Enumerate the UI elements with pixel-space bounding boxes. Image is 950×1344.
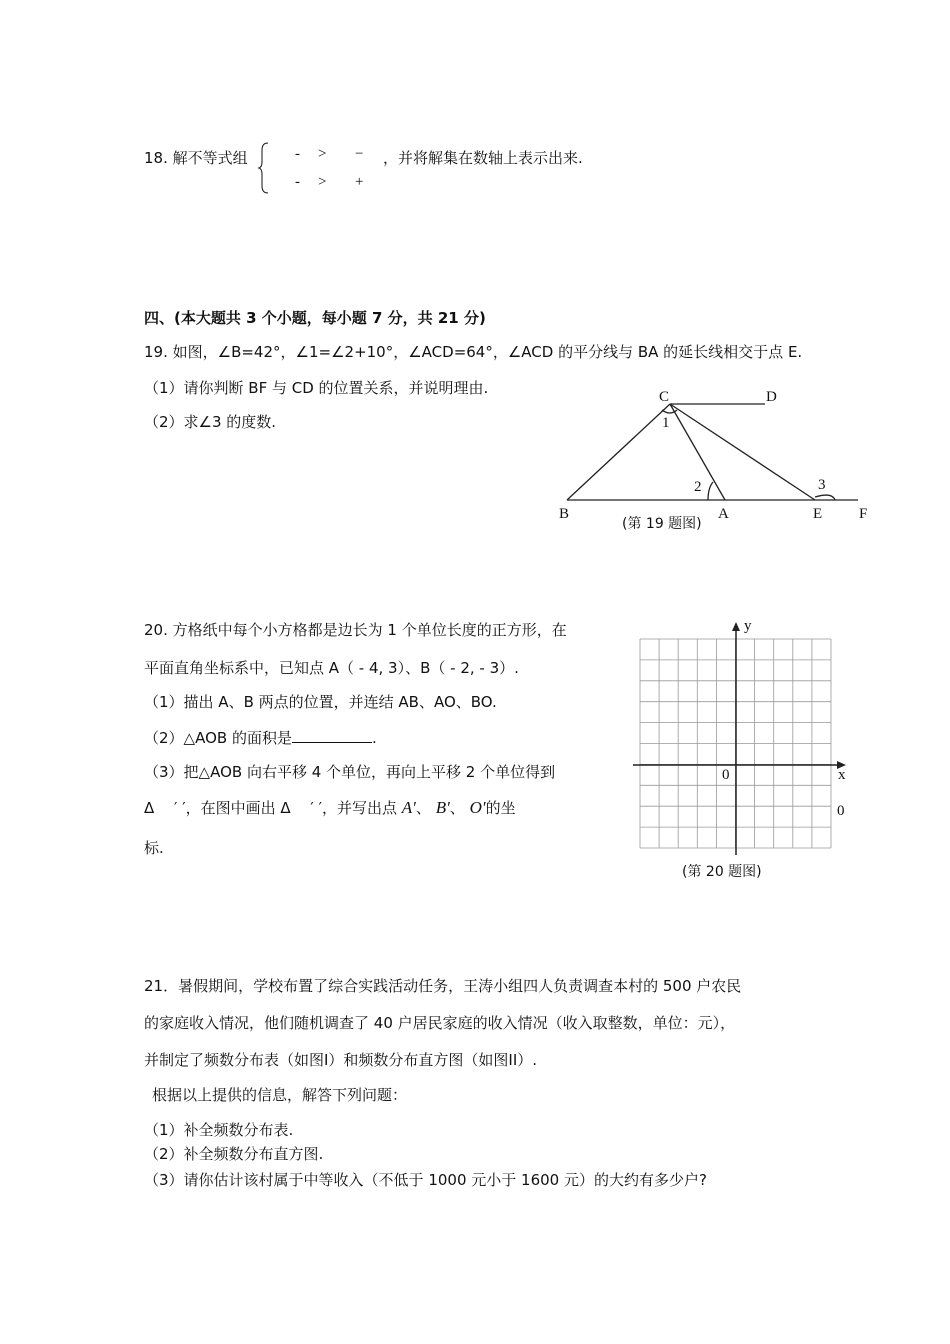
q20-caption: (第 20 题图) <box>682 864 762 880</box>
q18-suffix: ，并将解集在数轴上表示出来. <box>383 149 583 167</box>
x-label: x <box>838 767 846 783</box>
label-a: A <box>718 506 729 522</box>
label-angle-3: 3 <box>818 477 826 493</box>
q20-part2-suffix: . <box>371 729 377 747</box>
q21-line3: 并制定了频数分布表（如图I）和频数分布直方图（如图II）. <box>144 1051 538 1069</box>
sep: 、 <box>449 799 465 817</box>
q21-part2: （2）补全频数分布直方图. <box>144 1145 324 1163</box>
q18-row2-a: - <box>295 174 300 190</box>
q21-line1: 21．暑假期间，学校布置了综合实践活动任务，王涛小组四人负责调查本村的 500 户农民 <box>144 977 742 995</box>
q20-part3-line3: 标. <box>144 839 164 857</box>
q19-stem: 19. 如图，∠B=42°，∠1=∠2+10°，∠ACD=64°，∠ACD 的平分线与 BA 的延长线相交于点 E. <box>144 343 803 361</box>
label-c: C <box>659 389 670 405</box>
sep: 、 <box>415 799 431 817</box>
q18-row1-op: > <box>318 146 327 162</box>
label-e: E <box>813 506 823 522</box>
origin-label: 0 <box>722 767 730 783</box>
y-axis-arrow-icon <box>732 622 740 631</box>
q19-caption: (第 19 题图) <box>622 516 702 532</box>
q20-part3-line2-a: Δ ′ ′，在图中画出 Δ ′ ′，并写出点 <box>144 799 397 817</box>
q18-row1-b: − <box>355 146 364 162</box>
label-b: B <box>559 506 570 522</box>
q18-row2-b: + <box>355 174 364 190</box>
q21-line4: 根据以上提供的信息，解答下列问题： <box>152 1086 408 1104</box>
label-f: F <box>859 506 868 522</box>
point-b-prime: B′ <box>435 798 450 817</box>
label-angle-2: 2 <box>694 479 702 495</box>
point-o-prime: O′ <box>469 798 486 817</box>
q19-part1: （1）请你判断 BF 与 CD 的位置关系，并说明理由. <box>144 379 489 397</box>
label-angle-1: 1 <box>662 415 670 431</box>
point-a-prime: A′ <box>401 798 416 817</box>
q19-part2: （2）求∠3 的度数. <box>144 413 277 431</box>
q21-part3: （3）请你估计该村属于中等收入（不低于 1000 元小于 1600 元）的大约有多少户? <box>144 1171 707 1189</box>
q21-part1: （1）补全频数分布表. <box>144 1121 294 1139</box>
label-d: D <box>766 389 777 405</box>
q20-part1: （1）描出 A、B 两点的位置，并连结 AB、AO、BO. <box>144 693 497 711</box>
y-label: y <box>744 618 752 634</box>
q20-line2: 平面直角坐标系中，已知点 A（ - 4, 3）、B（ - 2, - 3）. <box>144 659 519 677</box>
side-label: 0 <box>837 803 845 819</box>
section-heading: 四、(本大题共 3 个小题，每小题 7 分，共 21 分) <box>144 309 486 327</box>
q20-part2-prefix: （2）△AOB 的面积是 <box>144 729 292 747</box>
q20-part3-line1: （3）把△AOB 向右平移 4 个单位，再向上平移 2 个单位得到 <box>144 763 556 781</box>
q18-row1-a: - <box>295 146 300 162</box>
q20-line1: 20. 方格纸中每个小方格都是边长为 1 个单位长度的正方形，在 <box>144 621 567 639</box>
q20-part3-line2-b: 的坐 <box>485 799 516 817</box>
q18-prefix: 18. 解不等式组 <box>144 149 248 167</box>
q18-row2-op: > <box>318 174 327 190</box>
q21-line2: 的家庭收入情况，他们随机调查了 40 户居民家庭的收入情况（收入取整数，单位：元）， <box>144 1014 736 1032</box>
